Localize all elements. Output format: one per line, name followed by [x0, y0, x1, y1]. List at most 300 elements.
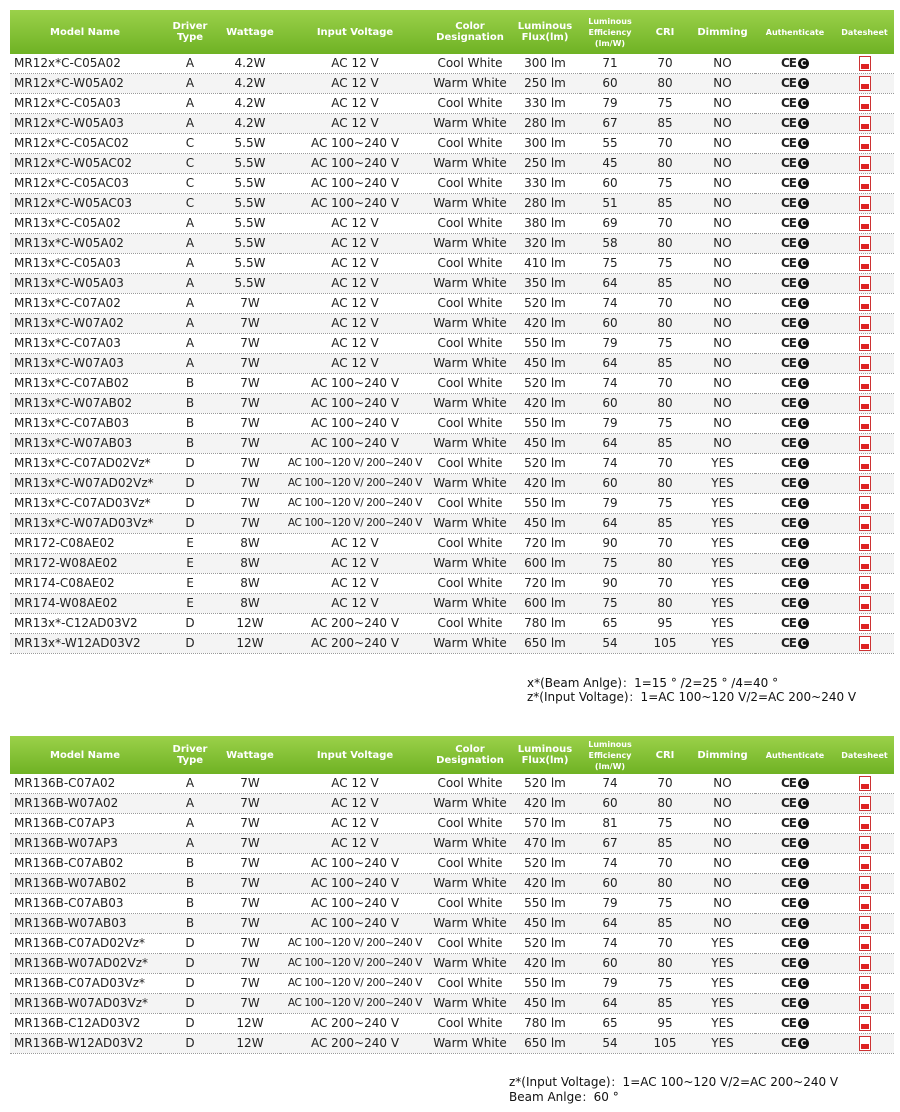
model-name-cell: MR136B-C07AD03Vz* — [10, 974, 160, 994]
color-designation-cell: Warm White — [430, 394, 510, 414]
pdf-datasheet-icon[interactable] — [859, 876, 871, 891]
dimming-cell: NO — [690, 214, 755, 234]
luminous-flux-cell: 600 lm — [510, 554, 580, 574]
driver-type-cell: B — [160, 394, 220, 414]
driver-type-cell: A — [160, 94, 220, 114]
cri-cell: 80 — [640, 314, 690, 334]
pdf-datasheet-icon[interactable] — [859, 916, 871, 931]
luminous-efficiency-cell: 71 — [580, 54, 640, 74]
authenticate-cell — [755, 474, 835, 494]
datasheet-cell — [835, 254, 894, 274]
pdf-datasheet-icon[interactable] — [859, 476, 871, 491]
pdf-datasheet-icon[interactable] — [859, 96, 871, 111]
cri-cell: 70 — [640, 214, 690, 234]
luminous-efficiency-cell: 81 — [580, 814, 640, 834]
input-voltage-cell: AC 12 V — [280, 234, 430, 254]
table-row — [10, 354, 894, 374]
color-designation-cell: Cool White — [430, 974, 510, 994]
luminous-efficiency-cell: 74 — [580, 374, 640, 394]
pdf-datasheet-icon[interactable] — [859, 56, 871, 71]
color-designation-cell: Cool White — [430, 894, 510, 914]
table-row — [10, 594, 894, 614]
input-voltage-cell: AC 200~240 V — [280, 1014, 430, 1034]
table-row — [10, 134, 894, 154]
wattage-cell: 7W — [220, 814, 280, 834]
input-voltage-cell: AC 12 V — [280, 774, 430, 794]
wattage-cell: 7W — [220, 314, 280, 334]
cri-cell: 85 — [640, 274, 690, 294]
authenticate-cell — [755, 94, 835, 114]
datasheet-cell — [835, 534, 894, 554]
pdf-datasheet-icon[interactable] — [859, 76, 871, 91]
pdf-datasheet-icon[interactable] — [859, 956, 871, 971]
driver-type-cell: E — [160, 574, 220, 594]
table-row — [10, 454, 894, 474]
model-name-cell: MR136B-W07AP3 — [10, 834, 160, 854]
dimming-cell: YES — [690, 514, 755, 534]
ce-mark-icon: CE — [780, 576, 796, 590]
dimming-cell: NO — [690, 374, 755, 394]
datasheet-cell — [835, 514, 894, 534]
datasheet-cell — [835, 834, 894, 854]
luminous-flux-cell: 420 lm — [510, 954, 580, 974]
datasheet-cell — [835, 54, 894, 74]
pdf-datasheet-icon[interactable] — [859, 116, 871, 131]
pdf-datasheet-icon[interactable] — [859, 196, 871, 211]
wattage-cell: 7W — [220, 934, 280, 954]
authenticate-cell — [755, 774, 835, 794]
authenticate-cell — [755, 514, 835, 534]
pdf-datasheet-icon[interactable] — [859, 856, 871, 871]
authenticate-cell — [755, 594, 835, 614]
pdf-datasheet-icon[interactable] — [859, 296, 871, 311]
pdf-datasheet-icon[interactable] — [859, 136, 871, 151]
input-voltage-cell: AC 100~240 V — [280, 854, 430, 874]
rohs-mark-icon: C — [798, 258, 809, 269]
header-authenticate: Authenticate — [755, 736, 835, 774]
wattage-cell: 5.5W — [220, 174, 280, 194]
luminous-efficiency-cell: 79 — [580, 494, 640, 514]
pdf-datasheet-icon[interactable] — [859, 496, 871, 511]
model-name-cell: MR172-C08AE02 — [10, 534, 160, 554]
dimming-cell: YES — [690, 994, 755, 1014]
datasheet-cell — [835, 234, 894, 254]
rohs-mark-icon: C — [798, 58, 809, 69]
input-voltage-cell: AC 12 V — [280, 314, 430, 334]
driver-type-cell: C — [160, 174, 220, 194]
pdf-datasheet-icon[interactable] — [859, 556, 871, 571]
model-name-cell: MR13x*C-W07AB03 — [10, 434, 160, 454]
model-name-cell: MR13x*C-C07AD02Vz* — [10, 454, 160, 474]
driver-type-cell: A — [160, 274, 220, 294]
table-row — [10, 494, 894, 514]
rohs-mark-icon: C — [798, 1038, 809, 1049]
ce-mark-icon: CE — [780, 416, 796, 430]
color-designation-cell: Cool White — [430, 934, 510, 954]
driver-type-cell: C — [160, 194, 220, 214]
authenticate-cell — [755, 214, 835, 234]
dimming-cell: NO — [690, 114, 755, 134]
driver-type-cell: B — [160, 414, 220, 434]
table-row — [10, 554, 894, 574]
datasheet-cell — [835, 154, 894, 174]
color-designation-cell: Warm White — [430, 154, 510, 174]
header-flux: Luminous Flux(lm) — [510, 736, 580, 774]
pdf-datasheet-icon[interactable] — [859, 176, 871, 191]
cri-cell: 70 — [640, 134, 690, 154]
model-name-cell: MR13x*C-C07A03 — [10, 334, 160, 354]
pdf-datasheet-icon[interactable] — [859, 896, 871, 911]
luminous-flux-cell: 520 lm — [510, 774, 580, 794]
model-name-cell: MR12x*C-C05A03 — [10, 94, 160, 114]
pdf-datasheet-icon[interactable] — [859, 536, 871, 551]
pdf-datasheet-icon[interactable] — [859, 516, 871, 531]
wattage-cell: 7W — [220, 894, 280, 914]
cri-cell: 80 — [640, 874, 690, 894]
cri-cell: 95 — [640, 1014, 690, 1034]
dimming-cell: YES — [690, 974, 755, 994]
authenticate-cell — [755, 894, 835, 914]
dimming-cell: NO — [690, 154, 755, 174]
luminous-efficiency-cell: 64 — [580, 914, 640, 934]
pdf-datasheet-icon[interactable] — [859, 216, 871, 231]
wattage-cell: 4.2W — [220, 74, 280, 94]
luminous-efficiency-cell: 64 — [580, 274, 640, 294]
input-voltage-cell: AC 100~120 V/ 200~240 V — [280, 994, 430, 1014]
color-designation-cell: Warm White — [430, 794, 510, 814]
table-row — [10, 214, 894, 234]
driver-type-cell: C — [160, 134, 220, 154]
luminous-efficiency-cell: 64 — [580, 354, 640, 374]
datasheet-cell — [835, 314, 894, 334]
model-name-cell: MR13x*C-C07A02 — [10, 294, 160, 314]
luminous-efficiency-cell: 65 — [580, 1014, 640, 1034]
datasheet-cell — [835, 374, 894, 394]
datasheet-cell — [835, 414, 894, 434]
pdf-datasheet-icon[interactable] — [859, 596, 871, 611]
input-voltage-cell: AC 100~240 V — [280, 894, 430, 914]
rohs-mark-icon: C — [798, 198, 809, 209]
luminous-flux-cell: 550 lm — [510, 414, 580, 434]
authenticate-cell — [755, 494, 835, 514]
luminous-flux-cell: 330 lm — [510, 94, 580, 114]
authenticate-cell — [755, 934, 835, 954]
wattage-cell: 7W — [220, 874, 280, 894]
luminous-flux-cell: 600 lm — [510, 594, 580, 614]
luminous-efficiency-cell: 75 — [580, 554, 640, 574]
luminous-flux-cell: 470 lm — [510, 834, 580, 854]
pdf-datasheet-icon[interactable] — [859, 276, 871, 291]
rohs-mark-icon: C — [798, 838, 809, 849]
luminous-flux-cell: 520 lm — [510, 854, 580, 874]
luminous-flux-cell: 420 lm — [510, 474, 580, 494]
wattage-cell: 5.5W — [220, 154, 280, 174]
header-efficiency: Luminous Efficiency (lm/W) — [580, 736, 640, 774]
input-voltage-cell: AC 12 V — [280, 534, 430, 554]
ce-mark-icon: CE — [780, 396, 796, 410]
wattage-cell: 12W — [220, 1014, 280, 1034]
color-designation-cell: Cool White — [430, 574, 510, 594]
wattage-cell: 12W — [220, 614, 280, 634]
datasheet-cell — [835, 94, 894, 114]
model-name-cell: MR136B-W12AD03V2 — [10, 1034, 160, 1054]
driver-type-cell: D — [160, 614, 220, 634]
authenticate-cell — [755, 234, 835, 254]
pdf-datasheet-icon[interactable] — [859, 636, 871, 651]
cri-cell: 75 — [640, 414, 690, 434]
cri-cell: 80 — [640, 394, 690, 414]
table-row — [10, 934, 894, 954]
authenticate-cell — [755, 174, 835, 194]
header-datasheet: Datesheet — [835, 10, 894, 54]
dimming-cell: NO — [690, 414, 755, 434]
input-voltage-cell: AC 100~240 V — [280, 174, 430, 194]
pdf-datasheet-icon[interactable] — [859, 776, 871, 791]
color-designation-cell: Warm White — [430, 74, 510, 94]
header-wattage: Wattage — [220, 736, 280, 774]
model-name-cell: MR12x*C-C05AC02 — [10, 134, 160, 154]
datasheet-cell — [835, 614, 894, 634]
table-row — [10, 174, 894, 194]
driver-type-cell: A — [160, 794, 220, 814]
color-designation-cell: Cool White — [430, 334, 510, 354]
driver-type-cell: E — [160, 594, 220, 614]
pdf-datasheet-icon[interactable] — [859, 416, 871, 431]
rohs-mark-icon: C — [798, 458, 809, 469]
header-model: Model Name — [10, 10, 160, 54]
model-name-cell: MR12x*C-C05A02 — [10, 54, 160, 74]
datasheet-cell — [835, 294, 894, 314]
luminous-flux-cell: 650 lm — [510, 634, 580, 654]
dimming-cell: YES — [690, 594, 755, 614]
table-row — [10, 874, 894, 894]
header-input-voltage: Input Voltage — [280, 10, 430, 54]
model-name-cell: MR174-C08AE02 — [10, 574, 160, 594]
driver-type-cell: A — [160, 54, 220, 74]
wattage-cell: 4.2W — [220, 114, 280, 134]
pdf-datasheet-icon[interactable] — [859, 236, 871, 251]
authenticate-cell — [755, 294, 835, 314]
model-name-cell: MR136B-W07AB02 — [10, 874, 160, 894]
input-voltage-cell: AC 12 V — [280, 594, 430, 614]
ce-mark-icon: CE — [780, 816, 796, 830]
pdf-datasheet-icon[interactable] — [859, 436, 871, 451]
pdf-datasheet-icon[interactable] — [859, 616, 871, 631]
pdf-datasheet-icon[interactable] — [859, 836, 871, 851]
datasheet-cell — [835, 894, 894, 914]
wattage-cell: 7W — [220, 974, 280, 994]
input-voltage-cell: AC 100~240 V — [280, 154, 430, 174]
luminous-flux-cell: 250 lm — [510, 74, 580, 94]
rohs-mark-icon: C — [798, 498, 809, 509]
table-row — [10, 774, 894, 794]
luminous-efficiency-cell: 75 — [580, 594, 640, 614]
table-row — [10, 914, 894, 934]
dimming-cell: NO — [690, 274, 755, 294]
input-voltage-cell: AC 12 V — [280, 94, 430, 114]
model-name-cell: MR136B-C07AB03 — [10, 894, 160, 914]
datasheet-cell — [835, 794, 894, 814]
pdf-datasheet-icon[interactable] — [859, 376, 871, 391]
table-row — [10, 194, 894, 214]
color-designation-cell: Cool White — [430, 1014, 510, 1034]
pdf-datasheet-icon[interactable] — [859, 796, 871, 811]
rohs-mark-icon: C — [798, 638, 809, 649]
driver-type-cell: B — [160, 874, 220, 894]
cri-cell: 85 — [640, 114, 690, 134]
table-row — [10, 54, 894, 74]
rohs-mark-icon: C — [798, 378, 809, 389]
wattage-cell: 5.5W — [220, 234, 280, 254]
input-voltage-cell: AC 100~120 V/ 200~240 V — [280, 454, 430, 474]
pdf-datasheet-icon[interactable] — [859, 1036, 871, 1051]
luminous-flux-cell: 650 lm — [510, 1034, 580, 1054]
wattage-cell: 7W — [220, 854, 280, 874]
model-name-cell: MR136B-C07AB02 — [10, 854, 160, 874]
datasheet-cell — [835, 1014, 894, 1034]
luminous-flux-cell: 450 lm — [510, 914, 580, 934]
pdf-datasheet-icon[interactable] — [859, 456, 871, 471]
luminous-efficiency-cell: 55 — [580, 134, 640, 154]
driver-type-cell: A — [160, 214, 220, 234]
luminous-efficiency-cell: 58 — [580, 234, 640, 254]
model-name-cell: MR12x*C-W05AC03 — [10, 194, 160, 214]
dimming-cell: NO — [690, 314, 755, 334]
datasheet-cell — [835, 574, 894, 594]
wattage-cell: 7W — [220, 374, 280, 394]
datasheet-cell — [835, 854, 894, 874]
luminous-flux-cell: 520 lm — [510, 934, 580, 954]
cri-cell: 85 — [640, 194, 690, 214]
wattage-cell: 4.2W — [220, 54, 280, 74]
beam-angle-note: Beam Anlge：60 ° — [509, 1090, 619, 1104]
color-designation-cell: Cool White — [430, 54, 510, 74]
cri-cell: 80 — [640, 554, 690, 574]
ce-mark-icon: CE — [780, 496, 796, 510]
luminous-flux-cell: 780 lm — [510, 1014, 580, 1034]
driver-type-cell: D — [160, 1034, 220, 1054]
pdf-datasheet-icon[interactable] — [859, 996, 871, 1011]
wattage-cell: 12W — [220, 1034, 280, 1054]
cri-cell: 80 — [640, 234, 690, 254]
table-row — [10, 94, 894, 114]
rohs-mark-icon: C — [798, 298, 809, 309]
ce-mark-icon: CE — [780, 436, 796, 450]
pdf-datasheet-icon[interactable] — [859, 256, 871, 271]
driver-type-cell: E — [160, 534, 220, 554]
driver-type-cell: E — [160, 554, 220, 574]
table-row — [10, 514, 894, 534]
wattage-cell: 7W — [220, 834, 280, 854]
ce-mark-icon: CE — [780, 216, 796, 230]
luminous-flux-cell: 380 lm — [510, 214, 580, 234]
rohs-mark-icon: C — [798, 918, 809, 929]
datasheet-cell — [835, 914, 894, 934]
rohs-mark-icon: C — [798, 558, 809, 569]
color-designation-cell: Warm White — [430, 314, 510, 334]
authenticate-cell — [755, 334, 835, 354]
wattage-cell: 7W — [220, 774, 280, 794]
pdf-datasheet-icon[interactable] — [859, 1016, 871, 1031]
pdf-datasheet-icon[interactable] — [859, 336, 871, 351]
header-dimming: Dimming — [690, 10, 755, 54]
wattage-cell: 7W — [220, 494, 280, 514]
luminous-flux-cell: 550 lm — [510, 974, 580, 994]
table-row — [10, 574, 894, 594]
datasheet-cell — [835, 214, 894, 234]
luminous-efficiency-cell: 64 — [580, 434, 640, 454]
rohs-mark-icon: C — [798, 618, 809, 629]
rohs-mark-icon: C — [798, 278, 809, 289]
driver-type-cell: B — [160, 914, 220, 934]
pdf-datasheet-icon[interactable] — [859, 356, 871, 371]
authenticate-cell — [755, 74, 835, 94]
ce-mark-icon: CE — [780, 56, 796, 70]
luminous-efficiency-cell: 60 — [580, 474, 640, 494]
driver-type-cell: D — [160, 494, 220, 514]
pdf-datasheet-icon[interactable] — [859, 576, 871, 591]
authenticate-cell — [755, 814, 835, 834]
color-designation-cell: Warm White — [430, 514, 510, 534]
input-voltage-cell: AC 200~240 V — [280, 614, 430, 634]
luminous-flux-cell: 280 lm — [510, 194, 580, 214]
table-row — [10, 834, 894, 854]
rohs-mark-icon: C — [798, 998, 809, 1009]
cri-cell: 80 — [640, 794, 690, 814]
rohs-mark-icon: C — [798, 778, 809, 789]
ce-mark-icon: CE — [780, 556, 796, 570]
table-row — [10, 274, 894, 294]
luminous-flux-cell: 420 lm — [510, 794, 580, 814]
header-color: Color Designation — [430, 736, 510, 774]
input-voltage-cell: AC 200~240 V — [280, 634, 430, 654]
luminous-efficiency-cell: 69 — [580, 214, 640, 234]
dimming-cell: NO — [690, 194, 755, 214]
pdf-datasheet-icon[interactable] — [859, 936, 871, 951]
authenticate-cell — [755, 634, 835, 654]
ce-mark-icon: CE — [780, 796, 796, 810]
pdf-datasheet-icon[interactable] — [859, 316, 871, 331]
authenticate-cell — [755, 614, 835, 634]
ce-mark-icon: CE — [780, 356, 796, 370]
model-name-cell: MR136B-C12AD03V2 — [10, 1014, 160, 1034]
ce-mark-icon: CE — [780, 336, 796, 350]
pdf-datasheet-icon[interactable] — [859, 816, 871, 831]
ce-mark-icon: CE — [780, 536, 796, 550]
wattage-cell: 4.2W — [220, 94, 280, 114]
luminous-efficiency-cell: 60 — [580, 174, 640, 194]
wattage-cell: 5.5W — [220, 254, 280, 274]
cri-cell: 70 — [640, 534, 690, 554]
ce-mark-icon: CE — [780, 1016, 796, 1030]
color-designation-cell: Warm White — [430, 914, 510, 934]
luminous-efficiency-cell: 51 — [580, 194, 640, 214]
luminous-flux-cell: 570 lm — [510, 814, 580, 834]
wattage-cell: 5.5W — [220, 194, 280, 214]
input-voltage-note: z*(Input Voltage)：1=AC 100~120 V/2=AC 200~240 V — [509, 1075, 839, 1089]
dimming-cell: YES — [690, 474, 755, 494]
pdf-datasheet-icon[interactable] — [859, 396, 871, 411]
model-name-cell: MR136B-C07A02 — [10, 774, 160, 794]
luminous-efficiency-cell: 90 — [580, 574, 640, 594]
cri-cell: 70 — [640, 574, 690, 594]
datasheet-cell — [835, 454, 894, 474]
pdf-datasheet-icon[interactable] — [859, 976, 871, 991]
header-authenticate: Authenticate — [755, 10, 835, 54]
cri-cell: 75 — [640, 334, 690, 354]
pdf-datasheet-icon[interactable] — [859, 156, 871, 171]
cri-cell: 75 — [640, 254, 690, 274]
